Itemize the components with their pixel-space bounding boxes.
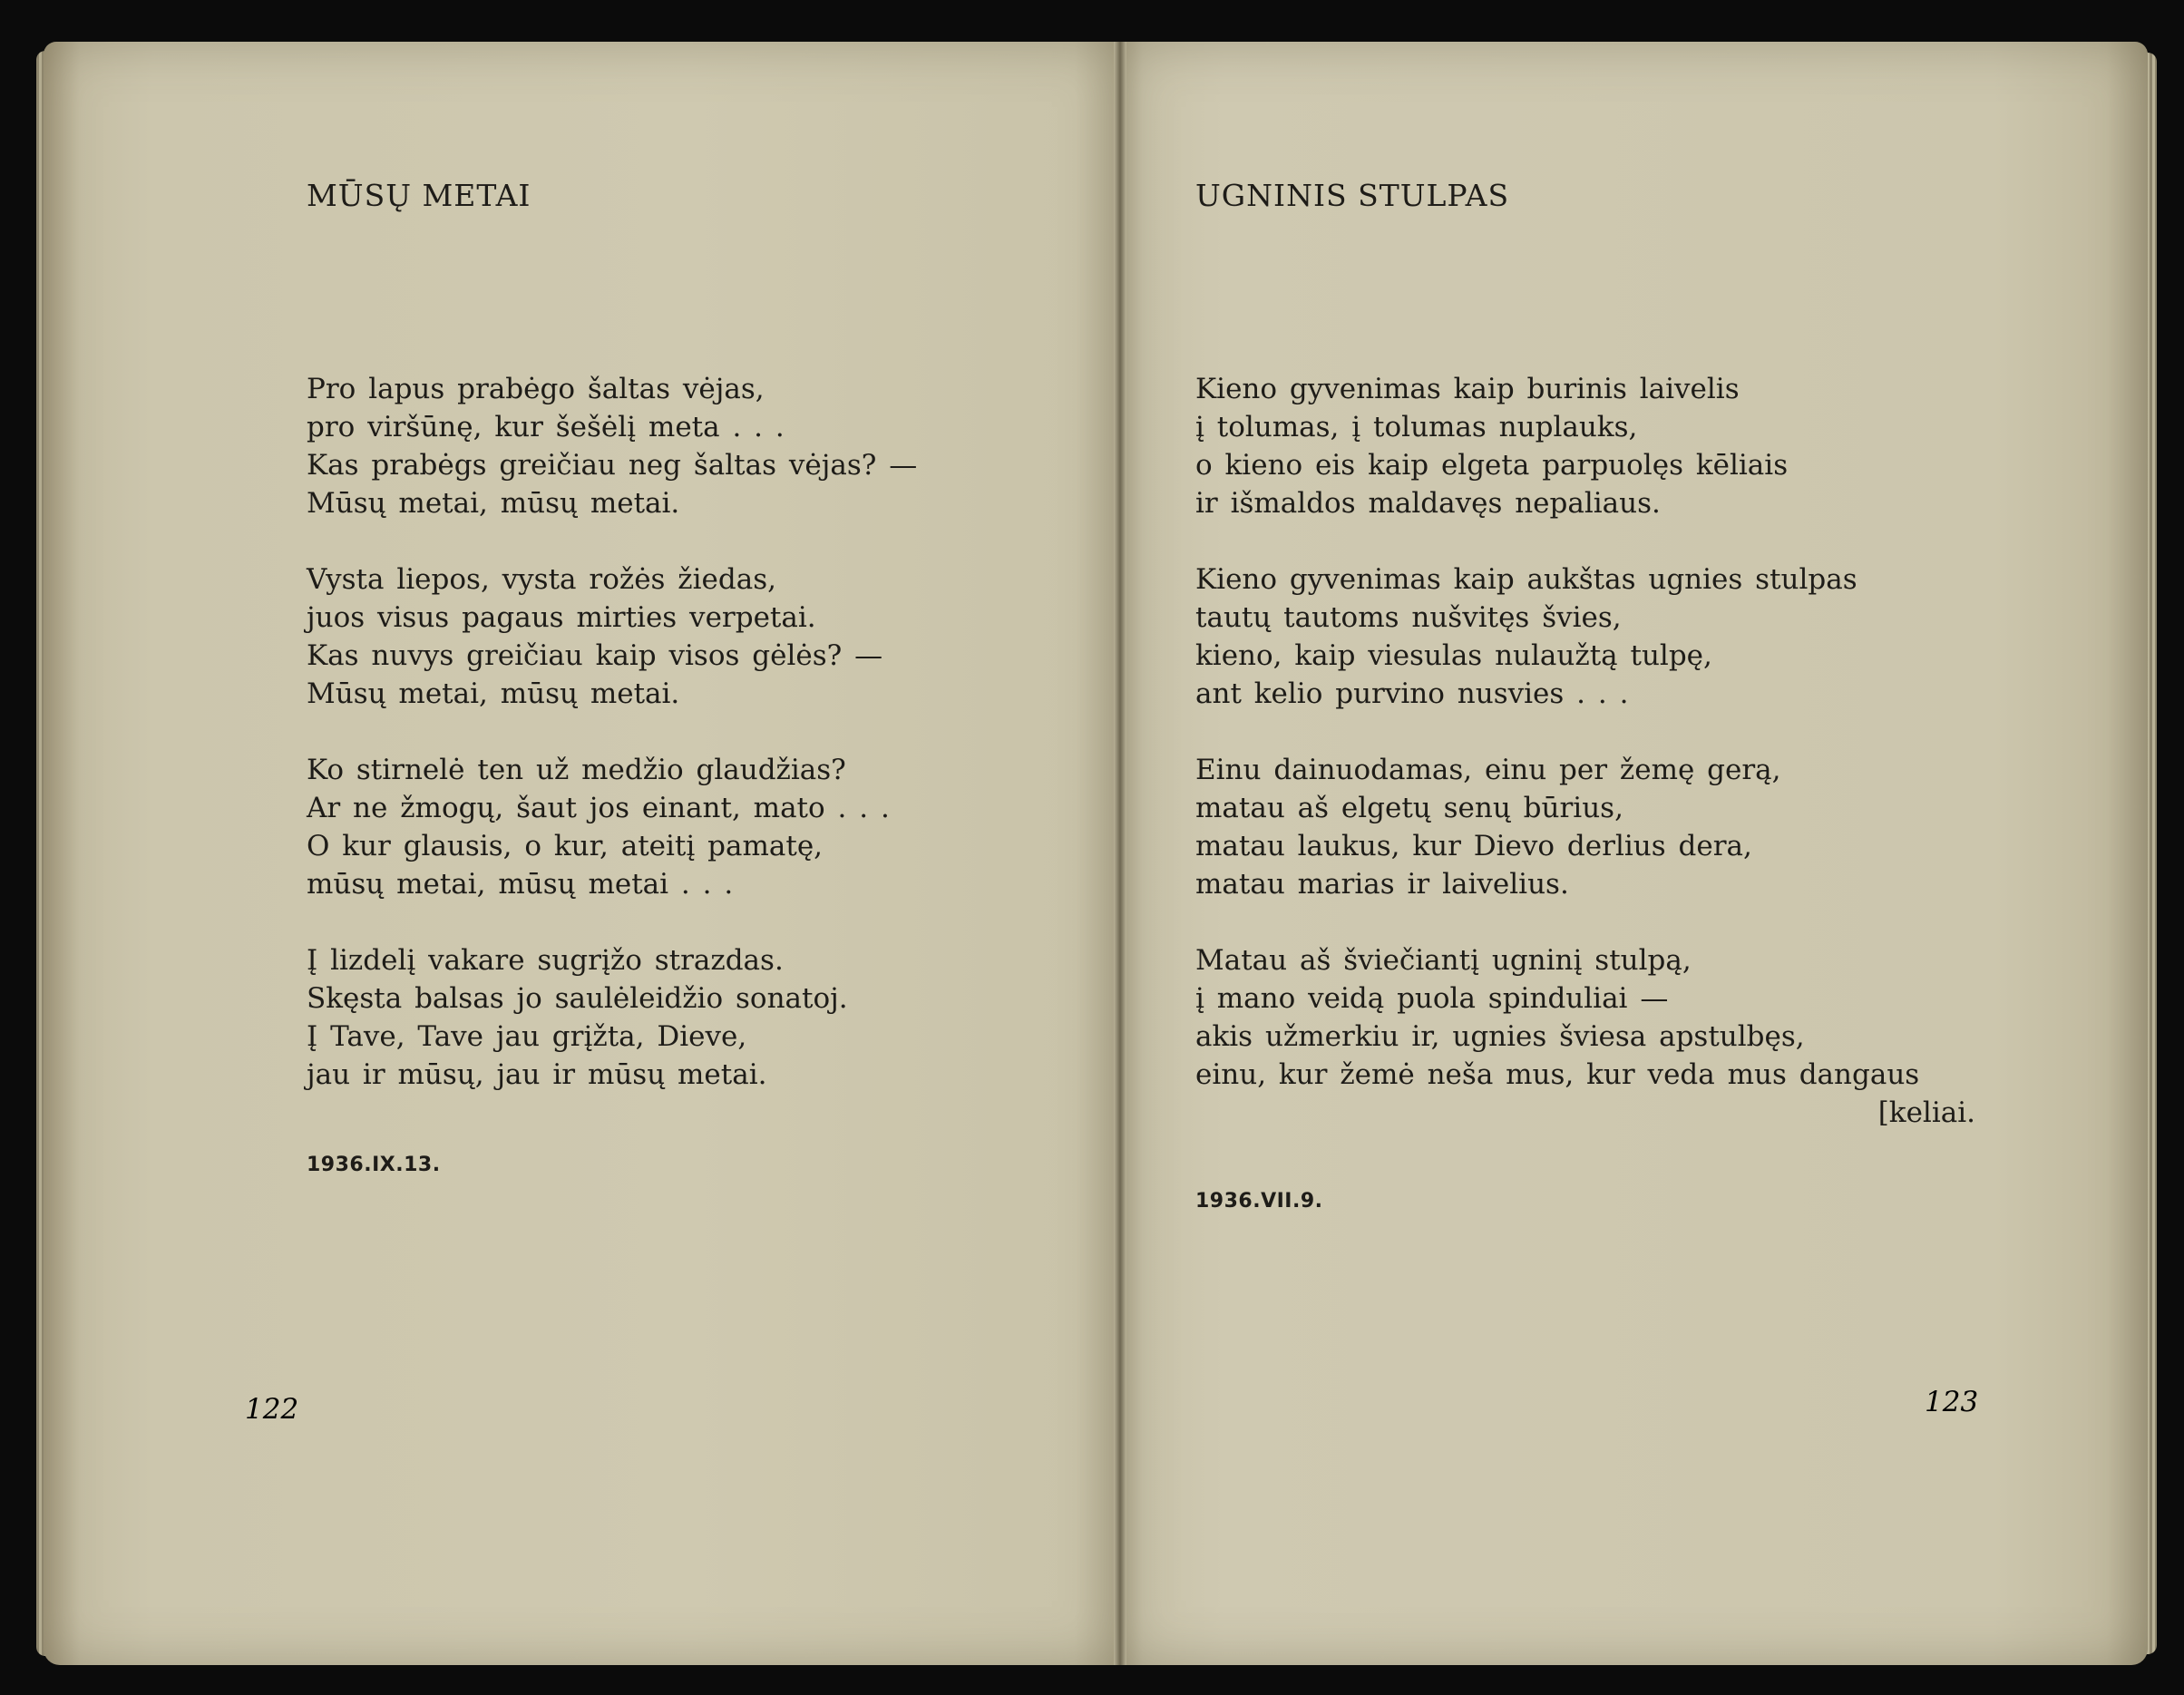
poem-line: Skęsta balsas jo saulėleidžio sonatoj. bbox=[307, 982, 848, 1015]
poem-title: UGNINIS STULPAS bbox=[1195, 178, 1510, 213]
poem-line: Kieno gyvenimas kaip burinis laivelis bbox=[1195, 373, 1740, 405]
stanza-list bbox=[1195, 370, 1975, 1170]
poem-line: Matau aš šviečiantį ugninį stulpą, bbox=[1195, 944, 1692, 977]
poem-line: ir išmaldos maldavęs nepaliaus. bbox=[1195, 487, 1661, 520]
poem-line: o kieno eis kaip elgeta parpuolęs kēliais bbox=[1195, 449, 1789, 482]
poem-line: Ko stirnelė ten už medžio glaudžias? bbox=[307, 754, 846, 786]
poem-line: juos visus pagaus mirties verpetai. bbox=[307, 601, 816, 634]
poem-line: tautų tautoms nušvitęs švies, bbox=[1195, 601, 1622, 634]
poem-line: Į Tave, Tave jau grįžta, Dieve, bbox=[307, 1020, 747, 1053]
poem-line: matau marias ir laivelius. bbox=[1195, 868, 1569, 901]
poem-line: Vysta liepos, vysta rožės žiedas, bbox=[307, 563, 776, 596]
poem-line: Mūsų metai, mūsų metai. bbox=[307, 677, 680, 710]
stanza bbox=[1195, 370, 1975, 522]
poem-line: jau ir mūsų, jau ir mūsų metai. bbox=[307, 1058, 767, 1091]
poem-line: Pro lapus prabėgo šaltas vėjas, bbox=[307, 373, 765, 405]
poem-line: pro viršūnę, kur šešėlį meta . . . bbox=[307, 411, 785, 443]
book-gutter bbox=[1114, 42, 1126, 1665]
poem-line: akis užmerkiu ir, ugnies šviesa apstulbęs, bbox=[1195, 1020, 1805, 1053]
poem-title: MŪSŲ METAI bbox=[307, 178, 531, 213]
page-number-left: 122 bbox=[245, 1393, 299, 1426]
stanza bbox=[307, 370, 1032, 522]
poem-line: Į lizdelį vakare sugrįžo strazdas. bbox=[307, 944, 784, 977]
poem-line: į tolumas, į tolumas nuplauks, bbox=[1195, 411, 1638, 443]
poem-line: einu, kur žemė neša mus, kur veda mus dangaus bbox=[1195, 1058, 1920, 1091]
poem-line: ant kelio purvino nusvies . . . bbox=[1195, 677, 1629, 710]
poem-line: Ar ne žmogų, šaut jos einant, mato . . . bbox=[307, 792, 890, 824]
poem-line: matau laukus, kur Dievo derlius dera, bbox=[1195, 830, 1752, 862]
poem-line: Kieno gyvenimas kaip aukštas ugnies stulpas bbox=[1195, 563, 1857, 596]
poem-line: Kas prabėgs greičiau neg šaltas vėjas? — bbox=[307, 449, 918, 482]
page-number-right: 123 bbox=[1925, 1386, 1979, 1418]
stanza bbox=[1195, 560, 1975, 713]
poem-line: Mūsų metai, mūsų metai. bbox=[307, 487, 680, 520]
stanza bbox=[307, 560, 1032, 713]
poem-line: matau aš elgetų senų būrius, bbox=[1195, 792, 1623, 824]
stanza bbox=[307, 941, 1032, 1094]
poem-line: Einu dainuodamas, einu per žemę gerą, bbox=[1195, 754, 1781, 786]
poem-line: mūsų metai, mūsų metai . . . bbox=[307, 868, 734, 901]
poem-line: kieno, kaip viesulas nulaužtą tulpę, bbox=[1195, 639, 1712, 672]
stanza bbox=[307, 751, 1032, 903]
stanza bbox=[1195, 941, 1975, 1132]
poem-line: O kur glausis, o kur, ateitį pamatę, bbox=[307, 830, 824, 862]
stanza-list bbox=[307, 370, 1032, 1132]
poem-date: 1936.IX.13. bbox=[307, 1154, 441, 1176]
poem-line: į mano veidą puola spinduliai — bbox=[1195, 982, 1669, 1015]
poem-date: 1936.VII.9. bbox=[1195, 1190, 1323, 1213]
poem-line: Kas nuvys greičiau kaip visos gėlės? — bbox=[307, 639, 883, 672]
stanza bbox=[1195, 751, 1975, 903]
poem-line-continuation: [keliai. bbox=[1877, 1096, 1975, 1129]
